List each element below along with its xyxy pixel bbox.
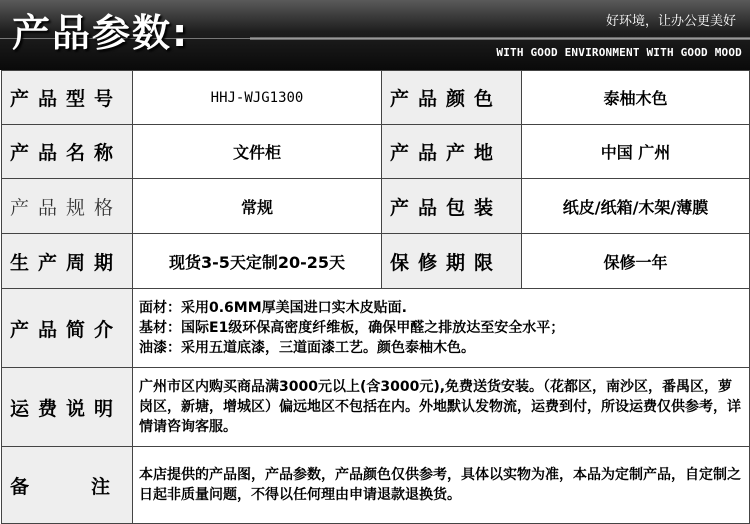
banner-slogan: 好环境，让办公更美好 bbox=[605, 14, 736, 29]
note-label-b: 注 bbox=[90, 475, 110, 498]
spec-label: 产品产地 bbox=[382, 125, 522, 179]
spec-label: 产品规格 bbox=[2, 179, 133, 234]
spec-label: 产品颜色 bbox=[382, 71, 522, 125]
table-row bbox=[2, 234, 750, 289]
spec-value: 文件柜 bbox=[133, 125, 382, 179]
intro-line: 面材：采用0.6MM厚美国进口实木皮贴面. bbox=[139, 300, 407, 316]
note-label-a: 备 bbox=[10, 475, 30, 498]
spec-value: 现货3-5天定制20-25天 bbox=[133, 234, 382, 289]
table-row bbox=[2, 179, 750, 234]
table-row bbox=[2, 447, 750, 524]
spec-value: 泰柚木色 bbox=[522, 71, 750, 125]
spec-label: 产品型号 bbox=[2, 71, 133, 125]
spec-label: 生产周期 bbox=[2, 234, 133, 289]
intro-label: 产品简介 bbox=[2, 289, 133, 368]
note-text: 本店提供的产品图，产品参数，产品颜色仅供参考，具体以实物为准，本品为定制产品，自定制之日起非质量问题，不得以任何理由申请退款退换货。 bbox=[133, 447, 750, 524]
header-banner bbox=[0, 0, 750, 70]
spec-value: 中国 广州 bbox=[522, 125, 750, 179]
note-label bbox=[2, 447, 133, 524]
banner-subtitle: WITH GOOD ENVIRONMENT WITH GOOD MOOD bbox=[496, 46, 742, 59]
intro-line: 油漆：采用五道底漆，三道面漆工艺。颜色泰柚木色。 bbox=[139, 340, 475, 356]
spec-label: 保修期限 bbox=[382, 234, 522, 289]
page-title: 产品参数: bbox=[12, 11, 190, 55]
banner-highlight bbox=[250, 37, 750, 40]
spec-label: 产品名称 bbox=[2, 125, 133, 179]
table-row bbox=[2, 71, 750, 125]
table-row bbox=[2, 289, 750, 368]
spec-value: HHJ-WJG1300 bbox=[133, 71, 382, 125]
spec-value: 常规 bbox=[133, 179, 382, 234]
table-row bbox=[2, 125, 750, 179]
shipping-label: 运费说明 bbox=[2, 368, 133, 447]
spec-value: 保修一年 bbox=[522, 234, 750, 289]
table-row bbox=[2, 368, 750, 447]
spec-label: 产品包装 bbox=[382, 179, 522, 234]
shipping-text: 广州市区内购买商品满3000元以上(含3000元),免费送货安装。（花都区，南沙区，番禺区，萝岗区，新塘，增城区）偏远地区不包括在内。外地默认发物流，运费到付，所设运费仅供参考，详情请咨询客服。 bbox=[133, 368, 750, 447]
spec-value: 纸皮/纸箱/木架/薄膜 bbox=[522, 179, 750, 234]
spec-table bbox=[1, 70, 750, 524]
intro-text bbox=[133, 289, 750, 368]
intro-line: 基材：国际E1级环保高密度纤维板，确保甲醛之排放达至安全水平； bbox=[139, 320, 565, 336]
